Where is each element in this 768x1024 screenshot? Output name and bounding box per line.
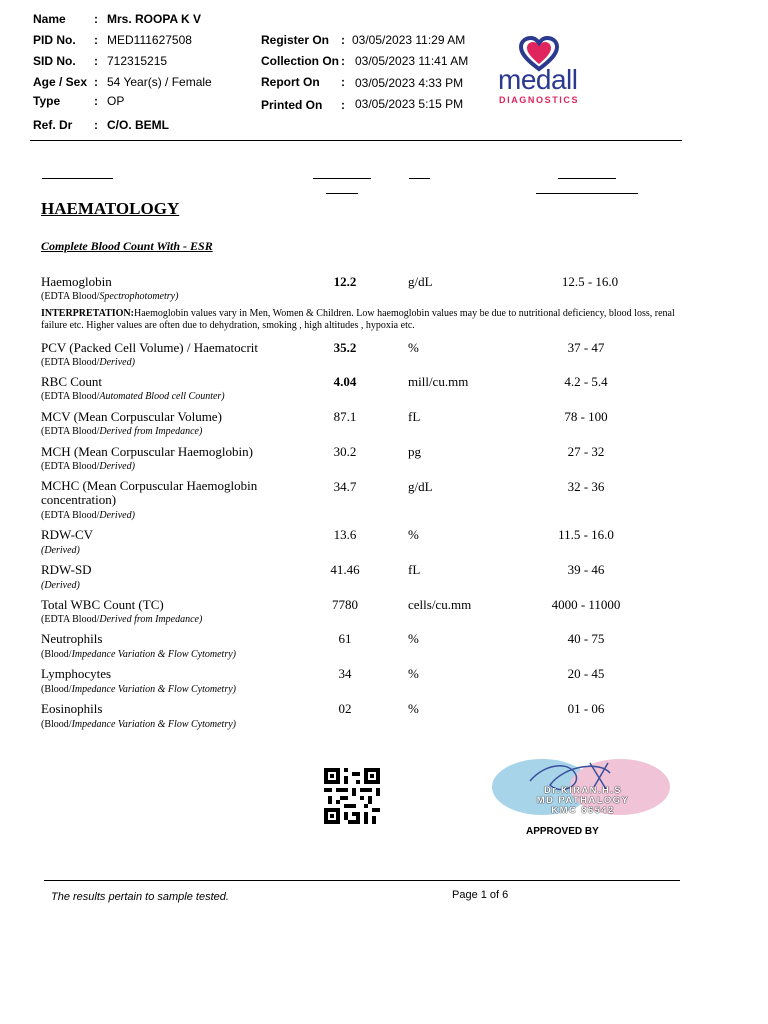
- column-underline: [536, 193, 638, 194]
- column-underline: [409, 178, 430, 179]
- sample-type: (EDTA Blood/: [41, 357, 100, 368]
- test-reference-range: 37 - 47: [567, 340, 605, 355]
- colon: :: [94, 94, 98, 108]
- colon: :: [341, 98, 345, 112]
- test-result: 7780: [332, 597, 358, 612]
- test-name: MCHC (Mean Corpuscular Haemoglobin concentration): [41, 478, 258, 507]
- test-reference-range: 40 - 75: [567, 631, 605, 646]
- method: Derived from Impedance): [99, 614, 203, 625]
- register-label: Register On: [261, 33, 330, 47]
- ref-dr-label: Ref. Dr: [33, 118, 73, 132]
- test-unit: %: [408, 701, 419, 716]
- colon: :: [94, 12, 98, 26]
- approved-by: APPROVED BY: [526, 826, 599, 837]
- test-name: Haemoglobin: [41, 274, 112, 289]
- test-reference-range: 12.5 - 16.0: [561, 274, 619, 289]
- doctor-qualification: MD PATHALOGY: [536, 795, 630, 806]
- method: (Derived): [41, 580, 80, 591]
- test-result: 35.2: [333, 340, 357, 355]
- report-label: Report On: [261, 75, 320, 89]
- test-name: MCV (Mean Corpuscular Volume): [41, 409, 222, 424]
- doctor-name: Dr.KIRAN.H.S: [543, 785, 623, 796]
- test-method: [41, 391, 225, 402]
- method: Derived): [99, 357, 135, 368]
- test-name: RDW-SD: [41, 562, 92, 577]
- qr-code-icon: [324, 767, 380, 825]
- test-name: Eosinophils: [41, 701, 103, 716]
- signature-stamp-text: [492, 786, 674, 816]
- colon: :: [94, 33, 98, 47]
- test-result: 34.7: [333, 479, 357, 494]
- test-unit: %: [408, 527, 419, 542]
- type-value: OP: [107, 94, 125, 108]
- test-name: RBC Count: [41, 374, 103, 389]
- test-method: [41, 649, 236, 660]
- test-result: 87.1: [333, 409, 357, 424]
- test-method: [41, 719, 236, 730]
- test-reference-range: 11.5 - 16.0: [558, 527, 614, 542]
- test-method: [41, 614, 202, 625]
- logo-name: medall: [498, 64, 578, 95]
- sample-type: (EDTA Blood/: [41, 510, 100, 521]
- test-method: [41, 357, 135, 368]
- panel-title: Complete Blood Count With - ESR: [41, 239, 213, 253]
- test-method: [41, 291, 178, 302]
- test-method: [41, 684, 236, 695]
- test-method: [41, 545, 80, 556]
- column-underline: [558, 178, 616, 179]
- test-reference-range: 01 - 06: [567, 701, 605, 716]
- test-result: 30.2: [333, 444, 357, 459]
- method: Impedance Variation & Flow Cytometry): [71, 719, 236, 730]
- test-result: 12.2: [333, 274, 357, 289]
- interpretation-text: Haemoglobin values vary in Men, Women & Children. Low haemoglobin values may be due to nutritional deficiency, blood loss, renal failure etc. Higher values are often due to dehydration, smoking , high altitudes , hypoxia etc.: [41, 308, 675, 331]
- test-result: 02: [338, 701, 352, 716]
- name-value: Mrs. ROOPA K V: [107, 12, 202, 26]
- sid-label: SID No.: [33, 54, 76, 68]
- test-reference-range: 4.2 - 5.4: [564, 374, 608, 389]
- test-unit: g/dL: [408, 274, 433, 289]
- test-method: [41, 461, 135, 472]
- printed-value: 03/05/2023 5:15 PM: [355, 97, 464, 111]
- test-unit: %: [408, 631, 419, 646]
- type-label: Type: [33, 94, 61, 108]
- test-name: RDW-CV: [41, 527, 93, 542]
- test-name: Neutrophils: [41, 631, 103, 646]
- method: Derived): [99, 510, 135, 521]
- colon: :: [94, 75, 98, 89]
- test-unit: %: [408, 666, 419, 681]
- test-name: Total WBC Count (TC): [41, 597, 164, 612]
- footer-note: The results pertain to sample tested.: [51, 891, 229, 903]
- sid-value: 712315215: [107, 54, 168, 68]
- footer-divider: [44, 880, 680, 881]
- collection-label: Collection On: [261, 54, 339, 68]
- test-unit: mill/cu.mm: [408, 374, 469, 389]
- colon: :: [341, 54, 345, 68]
- test-method: [41, 580, 80, 591]
- test-reference-range: 20 - 45: [567, 666, 605, 681]
- sample-type: (EDTA Blood/: [41, 461, 100, 472]
- section-title: HAEMATOLOGY: [41, 199, 180, 218]
- test-name: MCH (Mean Corpuscular Haemoglobin): [41, 444, 253, 459]
- sample-type: (EDTA Blood/: [41, 614, 100, 625]
- register-value: 03/05/2023 11:29 AM: [352, 33, 466, 47]
- test-method: [41, 426, 202, 437]
- test-reference-range: 27 - 32: [567, 444, 605, 459]
- test-result: 4.04: [333, 374, 357, 389]
- test-reference-range: 4000 - 11000: [551, 597, 621, 612]
- printed-label: Printed On: [261, 98, 323, 112]
- test-unit: %: [408, 340, 419, 355]
- test-result: 34: [338, 666, 352, 681]
- test-reference-range: 32 - 36: [567, 479, 605, 494]
- test-unit: fL: [408, 562, 421, 577]
- name-label: Name: [33, 12, 66, 26]
- sample-type: (Blood/: [41, 684, 72, 695]
- test-reference-range: 78 - 100: [564, 409, 608, 424]
- colon: :: [341, 33, 345, 47]
- column-underline: [42, 178, 113, 179]
- age-sex-value: 54 Year(s) / Female: [107, 75, 212, 89]
- method: Impedance Variation & Flow Cytometry): [71, 684, 236, 695]
- test-reference-range: 39 - 46: [567, 562, 605, 577]
- method: Derived): [99, 461, 135, 472]
- pid-value: MED111627508: [107, 33, 192, 47]
- report-value: 03/05/2023 4:33 PM: [355, 76, 464, 90]
- test-method: [41, 510, 135, 521]
- test-result: 61: [338, 631, 352, 646]
- method: (Derived): [41, 545, 80, 556]
- test-unit: pg: [408, 444, 421, 459]
- page-number: Page 1 of 6: [452, 889, 509, 901]
- sample-type: (EDTA Blood/: [41, 426, 100, 437]
- column-underline: [313, 178, 371, 179]
- sample-type: (Blood/: [41, 719, 72, 730]
- interpretation: [41, 308, 701, 332]
- ref-dr-value: C/O. BEML: [107, 118, 169, 132]
- sample-type: (EDTA Blood/: [41, 291, 100, 302]
- colon: :: [94, 118, 98, 132]
- colon: :: [341, 75, 345, 89]
- test-unit: fL: [408, 409, 421, 424]
- logo-tagline: DIAGNOSTICS: [499, 95, 580, 105]
- method: Automated Blood cell Counter): [99, 391, 225, 402]
- test-result: 13.6: [333, 527, 357, 542]
- test-name: Lymphocytes: [41, 666, 112, 681]
- method: Spectrophotometry): [99, 291, 179, 302]
- age-sex-label: Age / Sex: [33, 75, 88, 89]
- collection-value: 03/05/2023 11:41 AM: [355, 54, 469, 68]
- test-result: 41.46: [330, 562, 360, 577]
- column-underline: [326, 193, 358, 194]
- test-name: PCV (Packed Cell Volume) / Haematocrit: [41, 340, 258, 355]
- header-divider: [30, 140, 682, 141]
- method: Derived from Impedance): [99, 426, 203, 437]
- test-unit: g/dL: [408, 479, 433, 494]
- test-unit: cells/cu.mm: [408, 597, 472, 612]
- method: Impedance Variation & Flow Cytometry): [71, 649, 236, 660]
- colon: :: [94, 54, 98, 68]
- interpretation-label: INTERPRETATION:: [41, 308, 134, 319]
- doctor-registration: KMC 86542: [551, 805, 615, 816]
- sample-type: (Blood/: [41, 649, 72, 660]
- sample-type: (EDTA Blood/: [41, 391, 100, 402]
- pid-label: PID No.: [33, 33, 76, 47]
